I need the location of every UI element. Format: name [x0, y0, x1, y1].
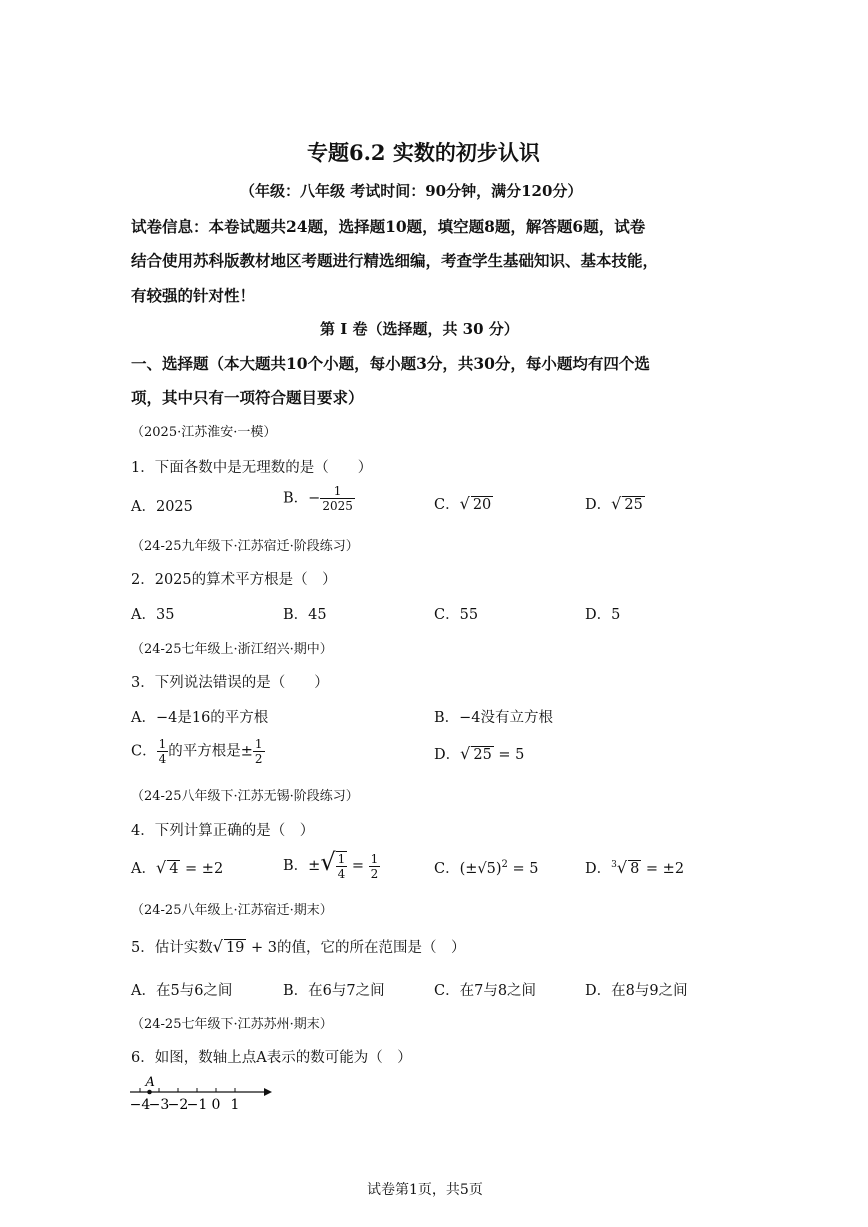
q3-source: （24-25七年级上·浙江绍兴·期中） [131, 642, 333, 657]
q5-stem-b: + 3的值，它的所在范围是（ ） [246, 940, 466, 956]
q3-stem: 3．下列说法错误的是（ ） [131, 675, 329, 691]
q4-b-denominator: 4 [337, 867, 346, 881]
q2-option-c: C．55 [434, 607, 479, 623]
q4-a-radicand: 4 [169, 861, 179, 877]
q3-c-label: C． [131, 743, 157, 760]
q5-stem-radicand: 19 [225, 940, 245, 956]
q1-c-label: C． [434, 497, 460, 513]
q5-source: （24-25八年级上·江苏宿迁·期末） [131, 903, 333, 918]
q1-stem: 1．下面各数中是无理数的是（ ） [131, 460, 373, 476]
q4-option-c [434, 857, 539, 878]
page-title: 专题6.2 实数的初步认识 [307, 140, 540, 165]
part-heading: 第 I 卷（选择题，共 30 分） [320, 320, 519, 338]
q4-c-tail: = 5 [507, 861, 539, 877]
q1-option-b [283, 484, 355, 513]
q3-c-fraction-2 [253, 737, 265, 766]
q4-b-denominator-2: 2 [370, 866, 379, 881]
q4-d-index: 3 [611, 860, 617, 871]
q4-c-expr: (±√5) [459, 861, 502, 877]
q2-source: （24-25九年级下·江苏宿迁·阶段练习） [131, 539, 359, 554]
q3-option-d: D．√ 25 = 5 [434, 744, 525, 763]
info-line-3: 有较强的针对性！ [131, 286, 256, 305]
q4-b-numerator-2: 1 [370, 851, 379, 866]
number-line-tick-label: −1 [186, 1097, 208, 1113]
q1-b-fraction [320, 484, 355, 513]
q3-c-mid: 的平方根是± [168, 743, 253, 760]
section-heading-2: 项，其中只有一项符合题目要求） [131, 388, 364, 407]
q4-b-fraction [336, 851, 348, 881]
q4-a-tail: = ±2 [180, 861, 224, 877]
page-footer: 试卷第1页，共5页 [367, 1182, 483, 1198]
q4-a-label: A． [131, 861, 156, 877]
number-line-tick-label: 0 [211, 1097, 221, 1113]
exam-subtitle: （年级：八年级 考试时间：90分钟，满分120分） [240, 182, 583, 200]
q4-b-label: B．± [283, 858, 321, 874]
q4-b-fraction-2 [369, 852, 381, 881]
q1-b-numerator: 1 [320, 484, 355, 499]
info-line-2: 结合使用苏科版教材地区考题进行精选细编，考查学生基础知识、基本技能， [131, 251, 659, 270]
q5-stem: 5．估计实数√ 19 + 3的值，它的所在范围是（ ） [131, 937, 466, 956]
q4-option-d: D．$^3$√ 8 = ±2 [585, 858, 685, 877]
q1-b-minus: − [308, 490, 321, 507]
number-line-tick-label: −3 [148, 1097, 170, 1113]
q4-c-exponent: 2 [501, 859, 508, 871]
q1-option-c: C．√ 20 [434, 494, 492, 513]
q2-option-d: D．5 [585, 607, 621, 623]
q1-source: （2025·江苏淮安·一模） [131, 425, 277, 440]
q2-stem: 2．2025的算术平方根是（ ） [131, 572, 337, 588]
q3-c-denominator-2: 2 [254, 752, 263, 766]
q4-d-radicand: 8 [630, 861, 640, 877]
q2-option-a: A．35 [131, 607, 175, 623]
point-a-marker [147, 1090, 152, 1095]
q1-d-radicand: 25 [624, 497, 643, 513]
q4-option-b: B．±√ $\frac{1}{4}$ = $\frac{1}{2}$ [283, 848, 379, 881]
q5-option-b: B．在6与7之间 [283, 983, 385, 999]
section-heading-1: 一、选择题（本大题共10个小题，每小题3分，共30分，每小题均有四个选 [131, 354, 650, 373]
q4-stem: 4．下列计算正确的是（ ） [131, 823, 315, 839]
q4-c-label: C． [434, 861, 460, 877]
q4-b-eq: = [347, 858, 369, 874]
q3-c-numerator-2: 1 [254, 737, 263, 751]
q3-option-a: A．−4是16的平方根 [131, 710, 269, 726]
q3-c-denominator: 4 [158, 752, 167, 766]
q4-d-label: D． [585, 861, 612, 877]
q1-b-label: B． [283, 490, 309, 507]
q3-option-b: B．−4没有立方根 [434, 710, 554, 726]
q3-c-numerator: 1 [158, 737, 167, 751]
q2-option-b: B．45 [283, 607, 327, 623]
number-line-tick-label: −4 [129, 1097, 151, 1113]
q1-c-radicand: 20 [472, 497, 492, 513]
q3-c-fraction [157, 737, 169, 766]
q3-d-radicand: 25 [473, 747, 492, 763]
q6-stem: 6．如图，数轴上点A表示的数可能为（ ） [131, 1050, 412, 1066]
q4-b-numerator: 1 [337, 852, 346, 866]
q6-source: （24-25七年级下·江苏苏州·期末） [131, 1017, 333, 1032]
q5-stem-a: 5．估计实数 [131, 940, 213, 956]
q5-option-a: A．在5与6之间 [131, 983, 233, 999]
number-line-tick-label: 1 [230, 1097, 240, 1113]
point-a-label: A [145, 1075, 155, 1090]
q1-option-a: A．2025 [131, 499, 193, 515]
q4-source: （24-25八年级下·江苏无锡·阶段练习） [131, 789, 359, 804]
number-line-arrow-icon [264, 1088, 272, 1096]
q1-b-denominator: 2025 [322, 499, 353, 513]
q4-option-a: A．√ 4 = ±2 [131, 858, 224, 877]
number-line-tick-label: −2 [167, 1097, 189, 1113]
q1-option-d: D．√ 25 [585, 494, 643, 513]
info-line-1: 试卷信息：本卷试题共24题，选择题10题，填空题8题，解答题6题，试卷 [131, 217, 646, 236]
number-line-figure [128, 1072, 278, 1114]
q3-option-c [131, 737, 265, 766]
q3-d-tail: = 5 [493, 747, 525, 763]
q4-d-tail: = ±2 [641, 861, 685, 877]
q5-option-d: D．在8与9之间 [585, 983, 688, 999]
q3-d-label: D． [434, 747, 461, 763]
q1-d-label: D． [585, 497, 612, 513]
q5-option-c: C．在7与8之间 [434, 983, 537, 999]
